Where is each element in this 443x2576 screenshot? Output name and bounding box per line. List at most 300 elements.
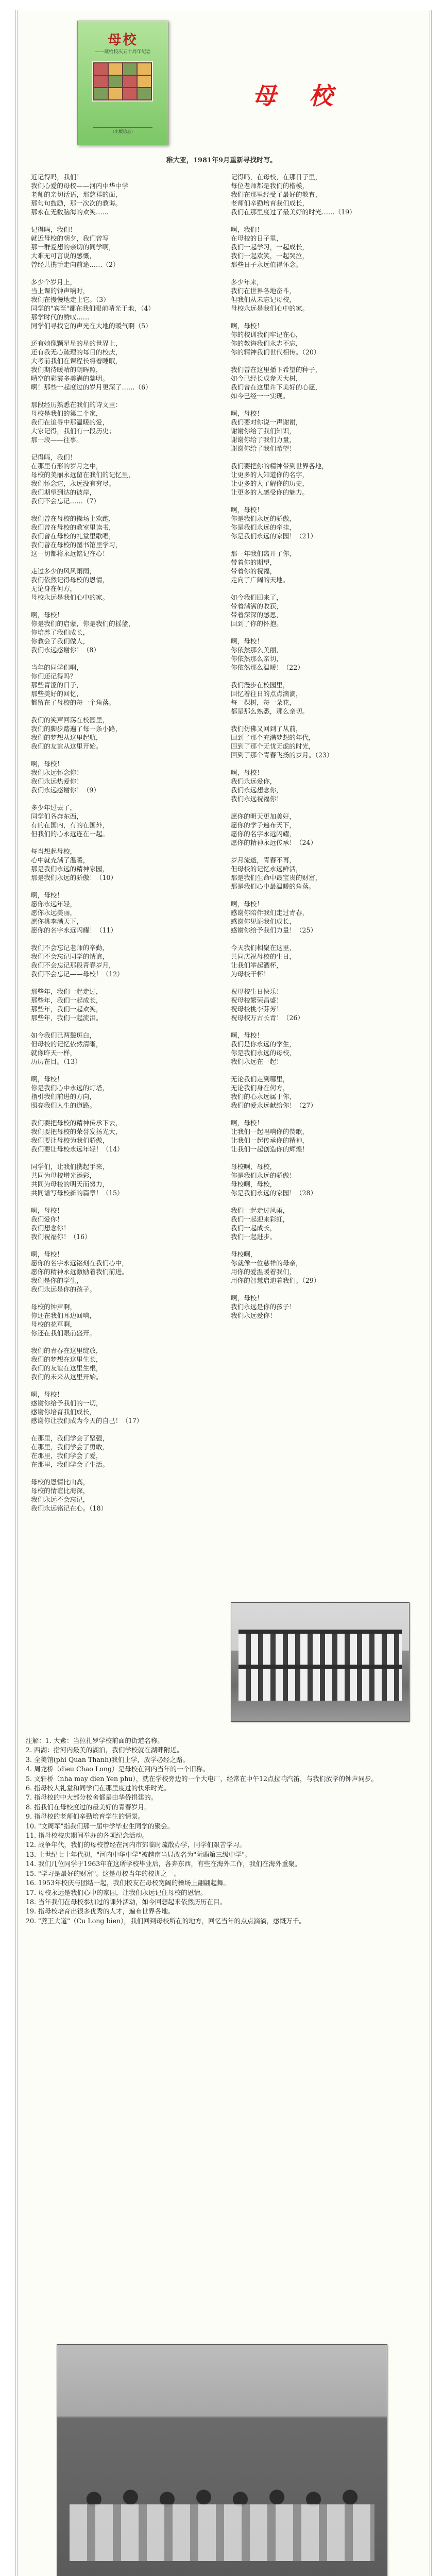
- poem-line: 多少年来，: [231, 278, 263, 286]
- poem-line: 我们爱你！: [31, 1215, 63, 1223]
- poem-line: 那一群爱想的亲切的同学啊，: [31, 243, 115, 251]
- poem-line: 记得吗，我们！: [31, 453, 77, 461]
- poem-line: 那些年，我们一起走过，: [31, 988, 103, 995]
- poem-line: 我们永远感谢你！（8）: [31, 646, 100, 654]
- poem-line: 让更多的人感受你的魅力。: [231, 488, 309, 496]
- poem-line: 啊，母校！: [231, 506, 263, 514]
- poem-line: 我们在那里度过了最美好的时光……（19）: [231, 208, 356, 216]
- poem-line: 就像昨天一样，: [31, 1049, 77, 1057]
- poem-line: 感谢你培育我们成长，: [31, 1408, 96, 1416]
- poem-line: 我们永远热爱你！: [31, 777, 83, 785]
- annotation-note: 7. 指母校的中大部分校舍都是由华侨捐建的。: [26, 1793, 158, 1802]
- stanza-gap: [31, 707, 206, 716]
- poem-line: 祝母校繁荣昌盛！: [231, 996, 283, 1004]
- poem-line: 我们曾在母校的图书馆里学习，: [31, 541, 122, 549]
- stanza-gap: [31, 1469, 206, 1478]
- poem-line: 母校永远是我们心中的家。: [31, 594, 109, 601]
- poem-line: 我们永远祝福你！: [231, 795, 283, 803]
- stanza-gap: [231, 584, 406, 593]
- poem-line: 但我们从未忘记母校，: [231, 296, 296, 303]
- stanza-gap: [31, 444, 206, 453]
- annotation-note: 6. 指母校大礼堂和同学们在那里度过的快乐时光。: [26, 1784, 171, 1792]
- poem-line: 我们在追寻中那温暖的爱，: [31, 418, 109, 426]
- poem-line: 带着你的祝福，: [231, 567, 277, 575]
- poem-line: 每当想起母校，: [31, 848, 77, 855]
- poem-line: 啊，母校！: [31, 1207, 63, 1214]
- poem-line: 那是我们心中最温暖的角落。: [231, 883, 315, 890]
- poem-line: 我们永远感谢你！（9）: [31, 786, 100, 794]
- poem-line: 我们要让母校为我们骄傲，: [31, 1137, 109, 1144]
- poem-line: 为母校干杯！: [231, 970, 270, 978]
- poem-line: 母校的美丽永远留在我们的记忆里，: [31, 471, 135, 479]
- annotation-note: 10. "文周军"指我们那一届中学毕业生同学的聚会。: [26, 1822, 174, 1830]
- poem-line: 带着你的期望，: [231, 558, 277, 566]
- group-photo-1: [57, 2344, 387, 2576]
- poem-line: 那句句鼓励，那一次次的教诲。: [31, 199, 122, 207]
- poem-line: 我们的爱永远献给你！（27）: [231, 1101, 317, 1109]
- stanza-gap: [31, 1425, 206, 1434]
- poem-line: 如今我们已两鬓斑白，: [31, 1031, 96, 1039]
- poem-line: 我们一起迎来彩虹，: [231, 1215, 289, 1223]
- poem-line: 回到了那个充满梦想的年代，: [231, 734, 315, 741]
- poem-line: 我们一起成长，: [231, 1224, 277, 1232]
- annotation-note: 18. 当年我们在母校参加过的课外活动，如今回想起来依然历历在目。: [26, 1897, 227, 1906]
- poem-line: 共同为母校的明天而努力，: [31, 1180, 109, 1188]
- poem-title: 母 校: [252, 82, 346, 110]
- poem-line: 曾经共携手走向前途……（2）: [31, 261, 120, 268]
- poem-line: 祝母校桃李芬芳！: [231, 1005, 283, 1013]
- poem-line: 多少年过去了，: [31, 804, 77, 811]
- poem-line: 那些年，我们一起成长，: [31, 996, 103, 1004]
- poem-line: 共同庆祝母校的生日，: [231, 953, 296, 960]
- poem-line: 在那里，我们学会了坚强，: [31, 1434, 109, 1442]
- stanza-gap: [31, 935, 206, 943]
- poem-line: 让更多的人知道你的名字，: [231, 471, 309, 479]
- poem-line: 我们不会忘记……（7）: [31, 497, 100, 505]
- stanza-gap: [31, 216, 206, 225]
- book-cover-subtitle: ——献给校庆五十周年纪念: [95, 49, 151, 55]
- poem-line: 我们永远在一起！: [231, 1058, 283, 1065]
- poem-line: 我们要把你的精神带到世界各地，: [231, 462, 328, 470]
- poem-line: 我们要对你说一声谢谢，: [231, 418, 302, 426]
- stanza-gap: [231, 935, 406, 943]
- poem-line: 我们永远怀念你！: [31, 769, 83, 776]
- poem-line: 我们永远铭记在心。（18）: [31, 1504, 108, 1512]
- poem-line: 历历在目。（13）: [31, 1058, 81, 1065]
- stanza-gap: [31, 392, 206, 400]
- poem-line: 回到了那个青春飞扬的岁月。（23）: [231, 751, 333, 759]
- school-building-photo: [231, 1602, 410, 1722]
- poem-line: 我们永远不会忘记，: [31, 1496, 90, 1503]
- poem-line: 我们心爱的母校——河内中华中学: [31, 182, 128, 190]
- poem-column-left: [31, 173, 206, 1513]
- poem-line: 我们要把母校的荣誉发扬光大，: [31, 1128, 122, 1136]
- poem-line: 我们漫步在校园里，: [231, 681, 289, 689]
- poem-line: 我们祝福你！（16）: [31, 1233, 91, 1241]
- poem-line: 我们的脚步踏遍了每一条小路，: [31, 725, 122, 733]
- poem-line: 但母校的记忆依然清晰，: [31, 1040, 103, 1048]
- stanza-gap: [31, 602, 206, 611]
- poem-line: 母校的钟声啊，: [31, 1303, 77, 1311]
- poem-line: 你依然那么温暖！（22）: [231, 664, 304, 671]
- annotation-note: 13. 上世纪七十年代初，"河内中华中学"被越南当局改名为"阮廌第三级中学"。: [26, 1850, 251, 1858]
- poem-line: 还有我无心疏理的每日的校庆，: [31, 348, 122, 356]
- poem-line: 母校永远是我们心中的家。: [231, 304, 309, 312]
- annotation-note: 2. 西湖：指河内最美的湖泊，我们学校就在湖畔附近。: [26, 1746, 183, 1754]
- poem-line: 同学们寻找它的声光在大地的暖气啊（5）: [31, 322, 152, 330]
- poem-line: 啊，母校！: [231, 769, 263, 776]
- annotation-note: 15. "学习是最好的财富"。这是母校当年的校训之一。: [26, 1869, 181, 1877]
- poem-line: 今天我们相聚在这里，: [231, 944, 296, 952]
- poem-line: 母校啊，母校，: [231, 1163, 277, 1171]
- poem-line: 心中就充满了温暖，: [31, 856, 90, 864]
- poem-line: 岁月流逝，青春不再，: [231, 856, 296, 864]
- stanza-gap: [31, 1110, 206, 1118]
- book-cover-title: 母校: [108, 32, 138, 48]
- stanza-gap: [231, 497, 406, 505]
- poem-line: 回到了那个无忧无虑的时光，: [231, 742, 315, 750]
- poem-line: 回忆着往日的点点滴滴，: [231, 690, 302, 698]
- stanza-gap: [231, 540, 406, 549]
- poem-line: 我们的青春在这里绽放，: [31, 1347, 103, 1354]
- poem-line: 你就像一位慈祥的母亲，: [231, 1259, 302, 1267]
- poem-line: 啊，母校！: [31, 891, 63, 899]
- poem-line: 晴空的彩霞多美满的黎明。: [31, 375, 109, 382]
- poem-line: 啊！那些一起度过的岁月更深了……（6）: [31, 383, 152, 391]
- poem-line: 你是我们永远的母校，: [231, 1049, 296, 1057]
- poem-line: 我们永远想念你，: [231, 786, 283, 794]
- poem-line: 我们曾在母校的礼堂里歌唱，: [31, 532, 115, 540]
- poem-line: 你还在我们耳边回响，: [31, 1312, 96, 1319]
- poem-line: 我们的友谊从这里开始。: [31, 742, 103, 750]
- poem-line: 我们不会忘记那段青春岁月，: [31, 961, 115, 969]
- poem-line: 我们怀念它，永远没有穷尽。: [31, 480, 115, 487]
- poem-line: 让我们举起酒杯，: [231, 961, 283, 969]
- poem-line: 大家记得，我们有一段历史；: [31, 427, 115, 435]
- poem-line: 在那里，我们学会了勇敢，: [31, 1443, 109, 1451]
- stanza-gap: [231, 628, 406, 637]
- stanza-gap: [231, 716, 406, 724]
- poem-line: 我们是你的学生，: [31, 1277, 83, 1284]
- poem-line: 我们永远爱你，: [231, 777, 277, 785]
- poem-line: 谢谢你给了我们知识，: [231, 427, 296, 435]
- annotation-note: 11. 指母校校庆期间举办的各项纪念活动。: [26, 1832, 149, 1840]
- stanza-gap: [231, 978, 406, 987]
- book-cover-publisher: （出版信息）: [93, 127, 152, 134]
- poem-line: 愿你的名字永远铭刻在我们心中，: [31, 1259, 128, 1267]
- stanza-gap: [231, 803, 406, 812]
- annotation-note: 20. "蔗王大道"（Cu Long bien），我们回到母校所在的地方，回忆当年的点点滴滴，感慨万千。: [26, 1917, 306, 1925]
- stanza-gap: [31, 978, 206, 987]
- poem-line: 母校啊，: [231, 1250, 257, 1258]
- poem-line: 愿你的明天更加美好，: [231, 812, 296, 820]
- stanza-gap: [231, 1154, 406, 1162]
- stanza-gap: [31, 558, 206, 567]
- poem-line: 如今已经长成参天大树，: [231, 375, 302, 382]
- stanza-gap: [31, 269, 206, 278]
- poem-line: 我们在世界各地奋斗，: [231, 287, 296, 295]
- annotations-section: [26, 1736, 420, 1926]
- poem-line: 就近母校的朝夕，我们曾写: [31, 234, 109, 242]
- poem-line: 你依然那么亲切，: [231, 655, 283, 663]
- poem-line: 无论身在何方，: [31, 585, 77, 592]
- poem-line: 走向了广阔的天地。: [231, 576, 289, 584]
- poem-line: 你是我们永远的家园！（28）: [231, 1189, 317, 1197]
- poem-line: 那段经历熟悉在我们的诗文里：: [31, 401, 122, 409]
- poem-line: 我们在那里经受了最好的教育，: [231, 191, 322, 198]
- poem-line: 谢谢你给了我们力量，: [231, 436, 296, 444]
- poem-line: 啊，母校！: [231, 1119, 263, 1127]
- poem-line: 你还在我们眼前盛开。: [31, 1329, 96, 1337]
- annotation-note: 5. 文轩桥（nha may dien Yen phu），就在学校旁边的一个大电厂，经常在中午12点拉响汽笛，与我们放学的钟声同步。: [26, 1774, 378, 1783]
- poem-line: 带着满满的收获，: [231, 602, 283, 610]
- poem-line: 我们要把母校的精神传承下去，: [31, 1119, 122, 1127]
- annotation-note: 16. 1953年校庆与团结一起，我们校友在母校宽阔的操场上翩翩起舞。: [26, 1879, 230, 1887]
- poem-line: 我们的友谊在这里生根，: [31, 1364, 103, 1372]
- poem-line: 我们想念你！: [31, 1224, 70, 1232]
- poem-line: 母校的恩情比山高，: [31, 1478, 90, 1486]
- poem-line: 那是我们永远的精神家园，: [31, 865, 109, 873]
- stanza-gap: [31, 1066, 206, 1075]
- poem-line: 啊，母校！: [231, 900, 263, 908]
- poem-line: 走过多少的风风雨雨，: [31, 567, 96, 575]
- poem-line: 你是我们心中永远的灯塔，: [31, 1084, 109, 1092]
- poem-line: 你的精神我们世代相传。（20）: [231, 348, 320, 356]
- poem-line: 每位老师都是我们的楷模，: [231, 182, 309, 190]
- poem-line: 那些青涩的日子，: [31, 681, 83, 689]
- poem-line: 同学们各奔东西，: [31, 812, 83, 820]
- stanza-gap: [231, 1022, 406, 1031]
- poem-line: 祝母校万古长青！（26）: [231, 1014, 304, 1022]
- poem-line: 那些日子永远值得怀念。: [231, 261, 302, 268]
- annotation-note: 8. 指我们在母校度过的最美好的青春岁月。: [26, 1803, 151, 1811]
- poem-line: 感谢你陪伴我们走过青春，: [231, 909, 309, 917]
- poem-line: 大考前我们在课程长将着睡眠，: [31, 357, 122, 365]
- stanza-gap: [231, 891, 406, 900]
- poem-line: 照亮我们人生的道路。: [31, 1101, 96, 1109]
- stanza-gap: [231, 313, 406, 321]
- poem-line: 我们曾在母校的教室里读书，: [31, 523, 115, 531]
- poem-line: 同学的"宾至"都在我们眼前晴光于地，（4）: [31, 304, 155, 312]
- poem-line: 我们期望到达的彼岸，: [31, 488, 96, 496]
- stanza-gap: [231, 269, 406, 278]
- poem-line: 那是我们生命中最宝贵的财富，: [231, 874, 322, 882]
- annotation-note: 14. 我们几位同学于1963年在这所学校毕业后，各奔东西，有些在海外工作，我们在海外重聚。: [26, 1860, 301, 1868]
- poem-line: 愿你的精神永远激励着我们前进。: [31, 1268, 128, 1276]
- poem-line: 我们曾在这里许下美好的心愿，: [231, 383, 322, 391]
- poem-line: 多少个岁月上，: [31, 278, 77, 286]
- poem-line: 母校的花草啊，: [31, 1320, 77, 1328]
- poem-line: 我们曾在母校的操场上欢跑，: [31, 515, 115, 522]
- book-cover-collage: [92, 61, 153, 101]
- poem-line: 我们是你永远的学生，: [231, 1040, 296, 1048]
- poem-line: 你是我们的启蒙，你是我们的摇篮，: [31, 620, 135, 628]
- stanza-gap: [31, 1241, 206, 1250]
- poem-line: 愿你永远美丽，: [31, 909, 77, 917]
- poem-line: 用你的爱温暖着我们，: [231, 1268, 296, 1276]
- stanza-gap: [31, 505, 206, 514]
- poem-line: 同学们，让我们携起手来，: [31, 1163, 109, 1171]
- stanza-gap: [31, 1197, 206, 1206]
- poem-line: 用你的智慧启迪着我们。（29）: [231, 1277, 320, 1284]
- poem-line: 我们永远是你的孩子。: [31, 1285, 96, 1293]
- poem-line: 你的校训我们牢记在心，: [231, 331, 302, 338]
- poem-line: 那些年，我们一起欢笑，: [31, 1005, 103, 1013]
- poem-line: 我们的心永远属于你，: [231, 1093, 296, 1100]
- poem-line: 你是我们永远的骄傲！: [231, 1172, 296, 1179]
- stanza-gap: [31, 1022, 206, 1031]
- poem-line: 老师的亲切话语，那慈祥的面，: [31, 191, 122, 198]
- poem-line: 让我们一起传承你的精神，: [231, 1137, 309, 1144]
- poem-line: 啊，我们！: [231, 226, 263, 233]
- poem-line: 愿你的学子遍布天下，: [231, 821, 296, 829]
- poem-line: 感谢你给予我们的一切，: [31, 1399, 103, 1407]
- stanza-gap: [231, 453, 406, 462]
- stanza-gap: [231, 216, 406, 225]
- poem-line: 我们不会忘记老师的辛勤，: [31, 944, 109, 952]
- stanza-gap: [231, 357, 406, 365]
- annotation-note: 9. 指母校的老师们辛勤培育学生的情景。: [26, 1812, 145, 1821]
- poem-line: 我们仿佛又回到了从前，: [231, 725, 302, 733]
- poem-line: 啊，母校！: [31, 1075, 63, 1083]
- poem-line: 但母校的记忆永远鲜活，: [231, 865, 302, 873]
- poem-line: 啊，母校！: [231, 410, 263, 417]
- poem-line: 啊，母校！: [31, 760, 63, 768]
- poem-line: 我们依然记得母校的恩情，: [31, 576, 109, 584]
- annotation-note: 4. 周龙桥（dieu Chao Long）是母校在河内当年的一个旧称。: [26, 1765, 209, 1773]
- poem-line: 还有她像颗星星的星的世界上，: [31, 340, 122, 347]
- stanza-gap: [231, 759, 406, 768]
- poem-line: 当上课的钟声响时，: [31, 287, 90, 295]
- poem-line: 感谢你给予我们力量！（25）: [231, 926, 317, 934]
- poem-line: 母校啊，母校，: [231, 1180, 277, 1188]
- poem-line: 那学时代的赞叹……: [31, 313, 90, 321]
- stanza-gap: [231, 400, 406, 409]
- poem-line: 我们永远是你的孩子！: [231, 1303, 296, 1311]
- poem-line: 愿你桃李满天下，: [31, 918, 83, 925]
- poem-line: 大难无可言说的感慨，: [31, 252, 96, 260]
- book-cover-image: [77, 21, 168, 145]
- poem-line: 我们的未来从这里开始。: [31, 1373, 103, 1381]
- poem-line: 无论我们走到哪里，: [231, 1075, 289, 1083]
- poem-line: 啊，母校！: [231, 1031, 263, 1039]
- poem-line: 无论我们身在何方，: [231, 1084, 289, 1092]
- poem-column-right: [231, 173, 406, 1320]
- poem-line: 你的教诲我们永志不忘，: [231, 340, 302, 347]
- poem-line: 我们的笑声回荡在校园里，: [31, 716, 109, 724]
- poem-byline: 稚大亚，1981年9月重新寻找时写。: [166, 157, 277, 164]
- poem-line: 我们要让母校永远年轻！（14）: [31, 1145, 124, 1153]
- poem-line: 我们一起走过风雨，: [231, 1207, 289, 1214]
- stanza-gap: [31, 330, 206, 339]
- poem-line: 母校的情谊比海深，: [31, 1487, 90, 1495]
- poem-line: 在那里，我们学会了爱，: [31, 1452, 103, 1460]
- poem-line: 祝母校生日快乐！: [231, 988, 283, 995]
- poem-line: 你们还记得吗？: [31, 672, 77, 680]
- poem-line: 你是我们永远的家园！（21）: [231, 532, 317, 540]
- stanza-gap: [31, 654, 206, 663]
- poem-line: 记得吗，我们！: [31, 226, 77, 233]
- poem-line: 每一棵树，每一朵花，: [231, 699, 296, 706]
- poem-line: 如今我们回来了，: [231, 594, 283, 601]
- poem-line: 在母校的日子里，: [231, 234, 283, 242]
- stanza-gap: [31, 794, 206, 803]
- poem-line: 那些年，我们一起流泪。: [31, 1014, 103, 1022]
- poem-line: 感谢你让我们成为今天的自己！（17）: [31, 1417, 143, 1425]
- poem-line: 我们的梦想在这里生长，: [31, 1355, 103, 1363]
- poem-line: 老师们辛勤培育我们成长，: [231, 199, 309, 207]
- poem-line: 在那里有形的岁月之中，: [31, 462, 103, 470]
- poem-line: 愿你的名字永远闪耀！（11）: [31, 926, 117, 934]
- poem-line: 带着深深的感恩，: [231, 611, 283, 619]
- poem-line: 但我们的心永远连在一起。: [31, 830, 109, 838]
- poem-line: 我们的梦想从这里起航，: [31, 734, 103, 741]
- poem-line: 我们一起学习，一起成长，: [231, 243, 309, 251]
- poem-line: 如今已经一一实现。: [231, 392, 289, 400]
- poem-line: 那些美好的回忆，: [31, 690, 83, 698]
- poem-line: 都留在了母校的每一个角落。: [31, 699, 115, 706]
- group-photo-1-people: [70, 2458, 374, 2561]
- poem-line: 近记得吗，我们！: [31, 173, 83, 181]
- annotation-note: 17. 母校永远是我们心中的家园，让我们永远记住母校的恩情。: [26, 1888, 207, 1896]
- poem-line: 我们一起进步。: [231, 1233, 277, 1241]
- poem-line: 共同为母校增光添彩，: [31, 1172, 96, 1179]
- stanza-gap: [31, 1337, 206, 1346]
- poem-line: 啊，母校！: [31, 1391, 63, 1398]
- poem-line: 共同谱写母校新的篇章！（15）: [31, 1189, 124, 1197]
- poem-line: 让我们一起创造你的辉煌！: [231, 1145, 309, 1153]
- poem-line: 我们期待暖晴的朝晖照，: [31, 366, 103, 374]
- poem-line: 啊，母校！: [231, 637, 263, 645]
- poem-line: 让我们一起唱响你的赞歌，: [231, 1128, 309, 1136]
- school-building-shape: [238, 1630, 402, 1701]
- poem-line: 记得吗，在母校，在那日子里，: [231, 173, 322, 181]
- poem-line: 啊，母校！: [231, 322, 263, 330]
- poem-line: 啊，母校！: [31, 1250, 63, 1258]
- stanza-gap: [231, 1066, 406, 1075]
- poem-line: 母校是我们的第二个家，: [31, 410, 103, 417]
- poem-line: 你依然那么美丽，: [231, 646, 283, 654]
- poem-line: 当年的同学们啊，: [31, 664, 83, 671]
- poem-line: 让更多的人了解你的历史，: [231, 480, 309, 487]
- poem-line: 愿你的名字永远闪耀，: [231, 830, 296, 838]
- stanza-gap: [31, 1154, 206, 1162]
- stanza-gap: [31, 751, 206, 759]
- poem-line: 有的在国内，有的在国外，: [31, 821, 109, 829]
- stanza-gap: [31, 838, 206, 847]
- poem-line: 这一切都将永远铭记在心！: [31, 550, 109, 557]
- stanza-gap: [231, 1110, 406, 1118]
- poem-line: 啊，母校！: [31, 611, 63, 619]
- stanza-gap: [31, 882, 206, 891]
- poem-line: 那永在无数脑海的欢笑……: [31, 208, 109, 216]
- poem-line: 我们在慢慢地走上它。（3）: [31, 296, 110, 303]
- poem-line: 你培养了我们成长，: [31, 629, 90, 636]
- poem-line: 你教会了我们做人，: [31, 637, 90, 645]
- stanza-gap: [231, 1285, 406, 1294]
- poem-line: 都是那么熟悉，那么亲切。: [231, 707, 309, 715]
- poem-line: 谢谢你给了我们希望！: [231, 445, 296, 452]
- poem-line: 啊，母校！: [231, 1294, 263, 1302]
- poem-line: 指引我们前进的方向，: [31, 1093, 96, 1100]
- poem-line: 愿你永远年轻，: [31, 900, 77, 908]
- poem-line: 愿你的精神永远传承！（24）: [231, 839, 317, 846]
- poem-line: 那是我们永远的骄傲！（10）: [31, 874, 117, 882]
- poem-line: 你是我们永远的牵挂，: [231, 523, 296, 531]
- poem-line: 感谢你见证我们成长，: [231, 918, 296, 925]
- poem-line: 我们不会忘记——母校！（12）: [31, 970, 124, 978]
- poem-line: 你是我们永远的骄傲，: [231, 515, 296, 522]
